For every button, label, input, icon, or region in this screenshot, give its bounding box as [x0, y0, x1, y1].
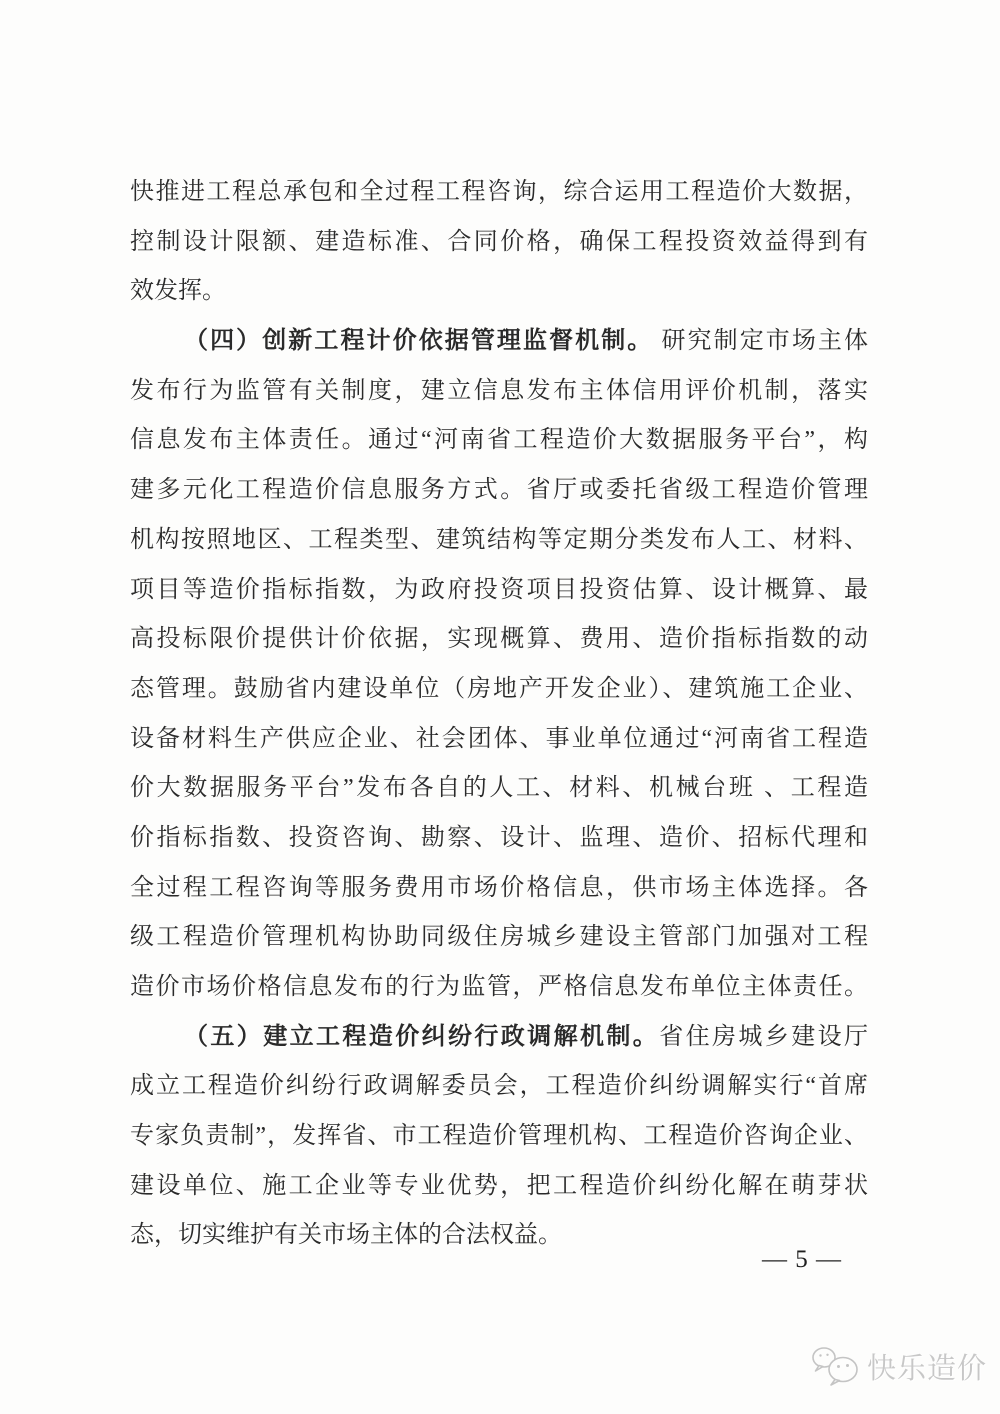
text-line: 快推进工程总承包和全过程工程咨询，综合运用工程造价大数据， — [130, 179, 868, 205]
text-line: 建多元化工程造价信息服务方式。省厅或委托省级工程造价管理 — [130, 477, 868, 504]
page-number: — 5 — — [762, 1246, 842, 1273]
text-line: 级工程造价管理机构协助同级住房城乡建设主管部门加强对工程 — [130, 924, 868, 951]
text-line — [130, 317, 868, 367]
text-line: 信息发布主体责任。通过“河南省工程造价大数据服务平台”，构 — [130, 427, 868, 454]
text-line: 态，切实维护有关市场主体的合法权益。 — [130, 1222, 562, 1249]
text-line: 全过程工程咨询等服务费用市场价格信息，供市场主体选择。各 — [130, 874, 868, 901]
watermark-label: 快乐造价 — [867, 1352, 988, 1385]
text-line: 控制设计限额、建造标准、合同价格，确保工程投资效益得到有 — [130, 228, 868, 255]
text-line: 价大数据服务平台”发布各自的人工、材料、机械台班 、工程造 — [130, 775, 868, 802]
text-line: 机构按照地区、工程类型、建筑结构等定期分类发布人工、材料、 — [130, 526, 868, 553]
text-line: 价指标指数、投资咨询、勘察、设计、监理、造价、招标代理和 — [130, 824, 868, 851]
text-run: 研究制定市场主体 — [653, 328, 868, 355]
section-heading: （四）创新工程计价依据管理监督机制。 — [184, 328, 654, 355]
text-run: 省住房城乡建设厅 — [659, 1023, 868, 1050]
text-line: 建设单位、施工企业等专业优势，把工程造价纠纷化解在萌芽状 — [130, 1172, 868, 1199]
text-line — [130, 1013, 868, 1063]
text-line: 发布行为监管有关制度，建立信息发布主体信用评价机制，落实 — [130, 377, 868, 404]
text-line: 造价市场价格信息发布的行为监管，严格信息发布单位主体责任。 — [130, 974, 868, 1000]
text-line: 成立工程造价纠纷行政调解委员会，工程造价纠纷调解实行“首席 — [130, 1073, 868, 1100]
section-heading: （五）建立工程造价纠纷行政调解机制。 — [184, 1023, 660, 1050]
document-body — [130, 168, 868, 1261]
text-line: 效发挥。 — [130, 278, 226, 305]
text-line: 设备材料生产供应企业、社会团体、事业单位通过“河南省工程造 — [130, 725, 868, 752]
text-line: 态管理。鼓励省内建设单位（房地产开发企业）、建筑施工企业、 — [130, 675, 868, 702]
wechat-logo-icon — [810, 1344, 862, 1388]
watermark — [810, 1344, 987, 1388]
text-line: 项目等造价指标指数，为政府投资项目投资估算、设计概算、最 — [130, 576, 868, 603]
text-line: 高投标限价提供计价依据，实现概算、费用、造价指标指数的动 — [130, 626, 868, 653]
text-line: 专家负责制”，发挥省、市工程造价管理机构、工程造价咨询企业、 — [130, 1123, 868, 1150]
